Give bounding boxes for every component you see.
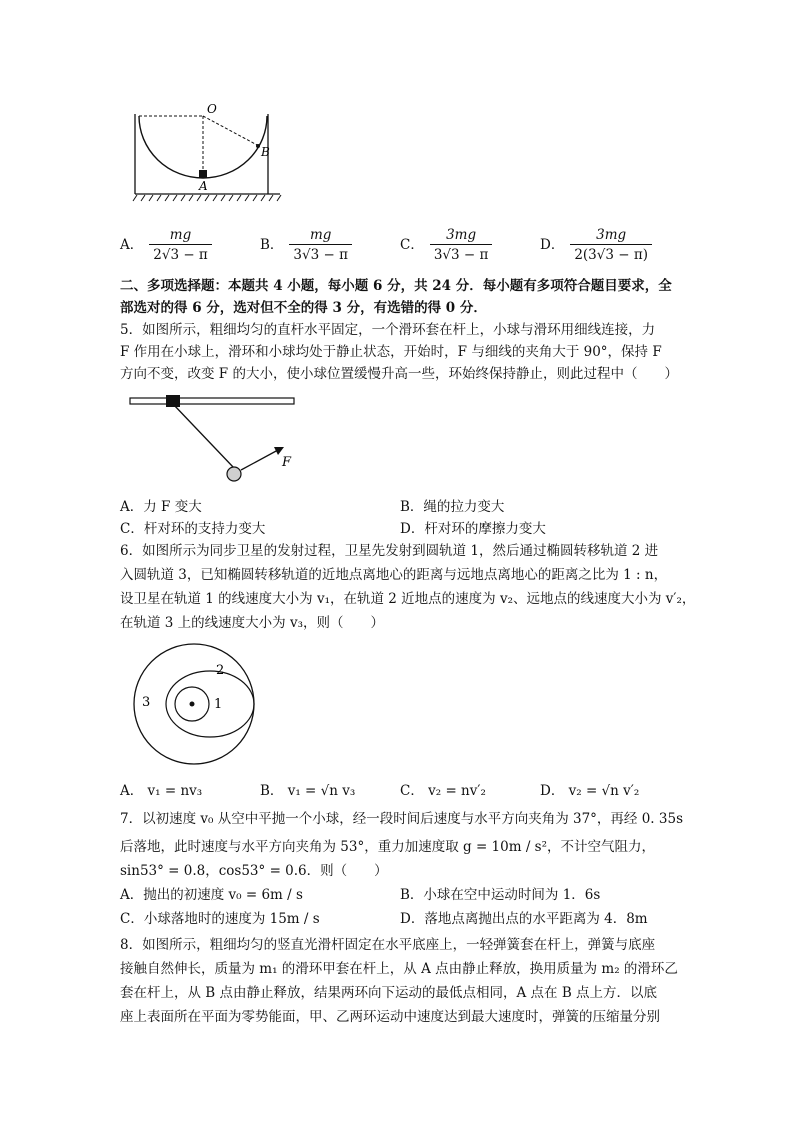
q4-option-d: D． $\frac{3mg}{2(3√3 - \pi)}$ [540, 226, 652, 265]
q5-option-a: A．力 F 变大 [120, 499, 202, 515]
q4-option-b: B． $\frac{mg}{3√3 - \pi}$ [260, 226, 352, 265]
q5-option-d: D．杆对环的摩擦力变大 [400, 521, 546, 537]
q4-label-b: B [261, 145, 270, 159]
q4-option-c: C． $\frac{3mg}{3√3 - \pi}$ [400, 226, 492, 265]
q5-rod-figure [128, 392, 298, 492]
q6-text-line2: 入圆轨道 3，已知椭圆转移轨道的近地点离地心的距离与远地点离地心的距离之比为 1 : n， [120, 567, 668, 583]
q4-bowl-figure [125, 100, 285, 205]
q4-a-num: mg [169, 227, 192, 243]
q7-text-line2: 后落地，此时速度与水平方向夹角为 53°，重力加速度取 g = 10m / s²，不计空气阻力， [120, 839, 655, 855]
q6-text-line1: 6．如图所示为同步卫星的发射过程，卫星先发射到圆轨道 1，然后通过椭圆转移轨道 2 进 [120, 543, 659, 559]
q7-option-a: A．抛出的初速度 v₀ = 6m / s [120, 887, 303, 903]
q4-b-den: 3√3 − π [289, 244, 352, 265]
q6-orbit-figure [130, 642, 260, 772]
q6-option-d: D． v₂ = √n v′₂ [540, 783, 640, 799]
q4-c-den: 3√3 − π [430, 244, 493, 265]
q5-option-b: B．绳的拉力变大 [400, 499, 505, 515]
q6-label-3: 3 [142, 695, 151, 710]
q5-text-line3: 方向不变，改变 F 的大小，使小球位置缓慢升高一些，环始终保持静止，则此过程中（ ） [120, 366, 678, 382]
q8-text-line4: 座上表面所在平面为零势能面，甲、乙两环运动中速度达到最大速度时，弹簧的压缩量分别 [120, 1009, 660, 1025]
q5-text-line2: F 作用在小球上，滑环和小球均处于静止状态，开始时，F 与细线的夹角大于 90°，保持 F [120, 344, 662, 360]
q6-option-a: A． v₁ = nv₃ [120, 783, 203, 799]
q4-d-den: 2(3√3 − π) [570, 244, 652, 265]
q8-text-line3: 套在杆上，从 B 点由静止释放，结果两环向下运动的最低点相同，A 点在 B 点上方．以底 [120, 985, 658, 1001]
q7-option-d: D．落地点离抛出点的水平距离为 4．8m [400, 911, 648, 927]
q4-c-num: 3mg [446, 227, 477, 243]
section2-title-line2: 部选对的得 6 分，选对但不全的得 3 分，有选错的得 0 分． [120, 300, 487, 316]
q4-option-a: A． $\frac{mg}{2√3 - \pi}$ [120, 226, 212, 265]
q4-a-den: 2√3 − π [149, 244, 212, 265]
q7-text-line1: 7．以初速度 v₀ 从空中平抛一个小球，经一段时间后速度与水平方向夹角为 37°，再经 0. 35s [120, 811, 683, 827]
q7-text-line3: sin53° = 0.8，cos53° = 0.6．则（ ） [120, 863, 388, 879]
q8-text-line1: 8．如图所示，粗细均匀的竖直光滑杆固定在水平底座上，一轻弹簧套在杆上，弹簧与底座 [120, 937, 656, 953]
q7-option-b: B．小球在空中运动时间为 1．6s [400, 887, 601, 903]
q6-label-2: 2 [216, 663, 225, 678]
q6-text-line4: 在轨道 3 上的线速度大小为 v₃，则（ ） [120, 615, 385, 631]
q8-text-line2: 接触自然伸长，质量为 m₁ 的滑环甲套在杆上，从 A 点由静止释放，换用质量为 m₂ 的滑环乙 [120, 961, 678, 977]
q5-text-line1: 5．如图所示，粗细均匀的直杆水平固定，一个滑环套在杆上，小球与滑环用细线连接，力 [120, 322, 656, 338]
q6-label-1: 1 [214, 697, 223, 712]
q4-label-a: A [199, 179, 208, 193]
q5-option-c: C．杆对环的支持力变大 [120, 521, 266, 537]
q5-label-f: F [282, 455, 292, 470]
q4-label-o: O [207, 102, 217, 116]
q6-text-line3: 设卫星在轨道 1 的线速度大小为 v₁，在轨道 2 近地点的速度为 v₂、远地点的线速度大小为 v′₂， [120, 591, 696, 607]
q4-b-num: mg [309, 227, 332, 243]
section2-title-line1: 二、多项选择题：本题共 4 小题，每小题 6 分，共 24 分．每小题有多项符合题目要求，全 [120, 278, 672, 294]
q6-option-c: C． v₂ = nv′₂ [400, 783, 486, 799]
q6-option-b: B． v₁ = √n v₃ [260, 783, 356, 799]
q7-option-c: C．小球落地时的速度为 15m / s [120, 911, 320, 927]
q4-d-num: 3mg [596, 227, 627, 243]
